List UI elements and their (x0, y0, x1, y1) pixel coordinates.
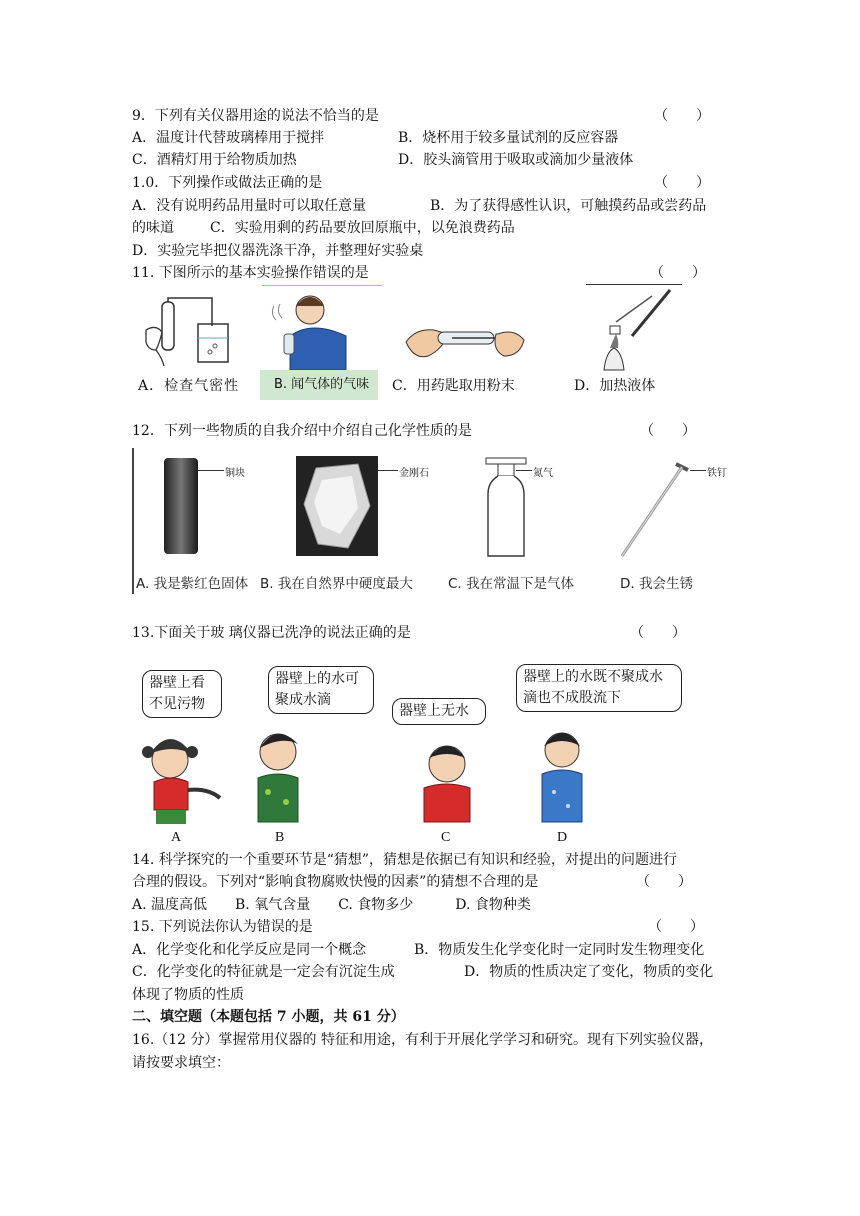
q9-option-d: D．胶头滴管用于吸取或滴加少量液体 (398, 152, 634, 168)
boy-d-illustration (532, 722, 594, 826)
kid-label-d: D (557, 830, 568, 845)
girl-a-illustration (134, 730, 230, 826)
q13-stem: 13.下面关于玻 璃仪器已洗净的说法正确的是 (132, 625, 411, 641)
q15-option-a: A．化学变化和化学反应是同一个概念 (132, 942, 367, 958)
q9-stem: 9．下列有关仪器用途的说法不恰当的是 (132, 108, 379, 124)
q10-option-d: D．实验完毕把仪器洗涤干净，并整理好实验桌 (132, 243, 424, 259)
q10-option-a: A．没有说明药品用量时可以取任意量 (132, 198, 367, 214)
diamond-callout: 金刚石 (399, 468, 429, 479)
q11-top-rule (586, 284, 682, 285)
q12-option-d: D. 我会生锈 (620, 576, 693, 592)
iron-nail-illustration (616, 456, 690, 560)
q10-answer-paren: （ ） (654, 175, 710, 191)
nail-callout-line (690, 470, 706, 471)
q14-stem-line1: 14. 科学探究的一个重要环节是“猜想”，猜想是依据已有知识和经验，对提出的问题进行 (132, 852, 678, 868)
q15-option-d-cont: 体现了物质的性质 (132, 987, 244, 1003)
nail-callout: 铁钉 (707, 468, 727, 479)
q15-option-c: C．化学变化的特征就是一定会有沉淀生成 (132, 964, 395, 980)
nitrogen-callout-line (516, 470, 532, 471)
diamond-illustration (296, 456, 378, 556)
q12-answer-paren: （ ） (640, 423, 696, 439)
nitrogen-bottle-illustration (482, 456, 532, 560)
diamond-callout-line (378, 470, 398, 471)
q9-option-a: A．温度计代替玻璃棒用于搅拌 (132, 130, 325, 146)
q11-option-d: D．加热液体 (574, 378, 656, 394)
spatula-powder-illustration (402, 308, 528, 368)
section-2-title: 二、填空题（本题包括 7 小题，共 61 分） (132, 1009, 405, 1025)
copper-block-illustration (162, 456, 202, 556)
q11-stem: 11. 下图所示的基本实验操作错误的是 (132, 265, 369, 281)
q12-option-a: A. 我是紫红色固体 (136, 576, 249, 592)
copper-callout: 铜块 (225, 468, 245, 479)
q14-answer-paren: （ ） (636, 874, 692, 890)
q15-stem: 15. 下列说法你认为错误的是 (132, 919, 313, 935)
kid-label-c: C (441, 830, 451, 845)
q15-answer-paren: （ ） (648, 919, 704, 935)
q9-option-c: C．酒精灯用于给物质加热 (132, 152, 297, 168)
q16-stem-line2: 请按要求填空： (132, 1055, 230, 1071)
speech-bubble-c: 器壁上无水 (392, 698, 486, 725)
copper-callout-line (198, 470, 224, 471)
q11-green-rule (262, 285, 382, 286)
kid-label-a: A (171, 830, 182, 845)
q10-option-c: C．实验用剩的药品要放回原瓶中，以免浪费药品 (210, 220, 515, 236)
q10-option-b-tail: 的味道 (132, 220, 174, 236)
speech-bubble-d: 器壁上的水既不聚成水滴也不成股流下 (516, 664, 682, 712)
smelling-gas-illustration (262, 288, 380, 370)
airtightness-check-illustration (140, 296, 240, 370)
speech-bubble-a: 器壁上看不见污物 (142, 670, 222, 718)
q9-option-b: B．烧杯用于较多量试剂的反应容器 (398, 130, 619, 146)
nitrogen-callout: 氮气 (533, 468, 553, 479)
q15-option-d: D．物质的性质决定了变化，物质的变化 (464, 964, 714, 980)
q10-stem: 1.0．下列操作或做法正确的是 (132, 175, 323, 191)
boy-c-illustration (414, 736, 480, 826)
heating-liquid-illustration (592, 286, 676, 372)
speech-bubble-b: 器壁上的水可聚成水滴 (268, 666, 374, 714)
q12-option-c: C. 我在常温下是气体 (448, 576, 575, 592)
q10-option-b: B．为了获得感性认识，可触摸药品或尝药品 (430, 198, 707, 214)
q11-option-b: B. 闻气体的气味 (260, 370, 378, 400)
q16-stem-line1: 16.（12 分）掌握常用仪器的 特征和用途，有利于开展化学学习和研究。现有下列实验仪器， (132, 1032, 713, 1048)
q13-answer-paren: （ ） (630, 625, 686, 641)
q11-option-a: A．检查气密性 (138, 378, 240, 394)
q15-option-b: B．物质发生化学变化时一定同时发生物理变化 (414, 942, 705, 958)
q9-answer-paren: （ ） (654, 108, 710, 124)
q11-answer-paren: （ ） (650, 265, 706, 281)
kid-label-b: B (275, 830, 285, 845)
q12-stem: 12．下列一些物质的自我介绍中介绍自己化学性质的是 (132, 423, 472, 439)
q12-option-b: B. 我在自然界中硬度最大 (260, 576, 413, 592)
q11-option-c: C．用药匙取用粉末 (392, 378, 515, 394)
q14-options: A. 温度高低 B. 氧气含量 C. 食物多少 D. 食物种类 (132, 897, 531, 913)
q14-stem-line2: 合理的假设。下列对“影响食物腐败快慢的因素”的猜想不合理的是 (132, 874, 539, 890)
boy-b-illustration (246, 722, 314, 826)
